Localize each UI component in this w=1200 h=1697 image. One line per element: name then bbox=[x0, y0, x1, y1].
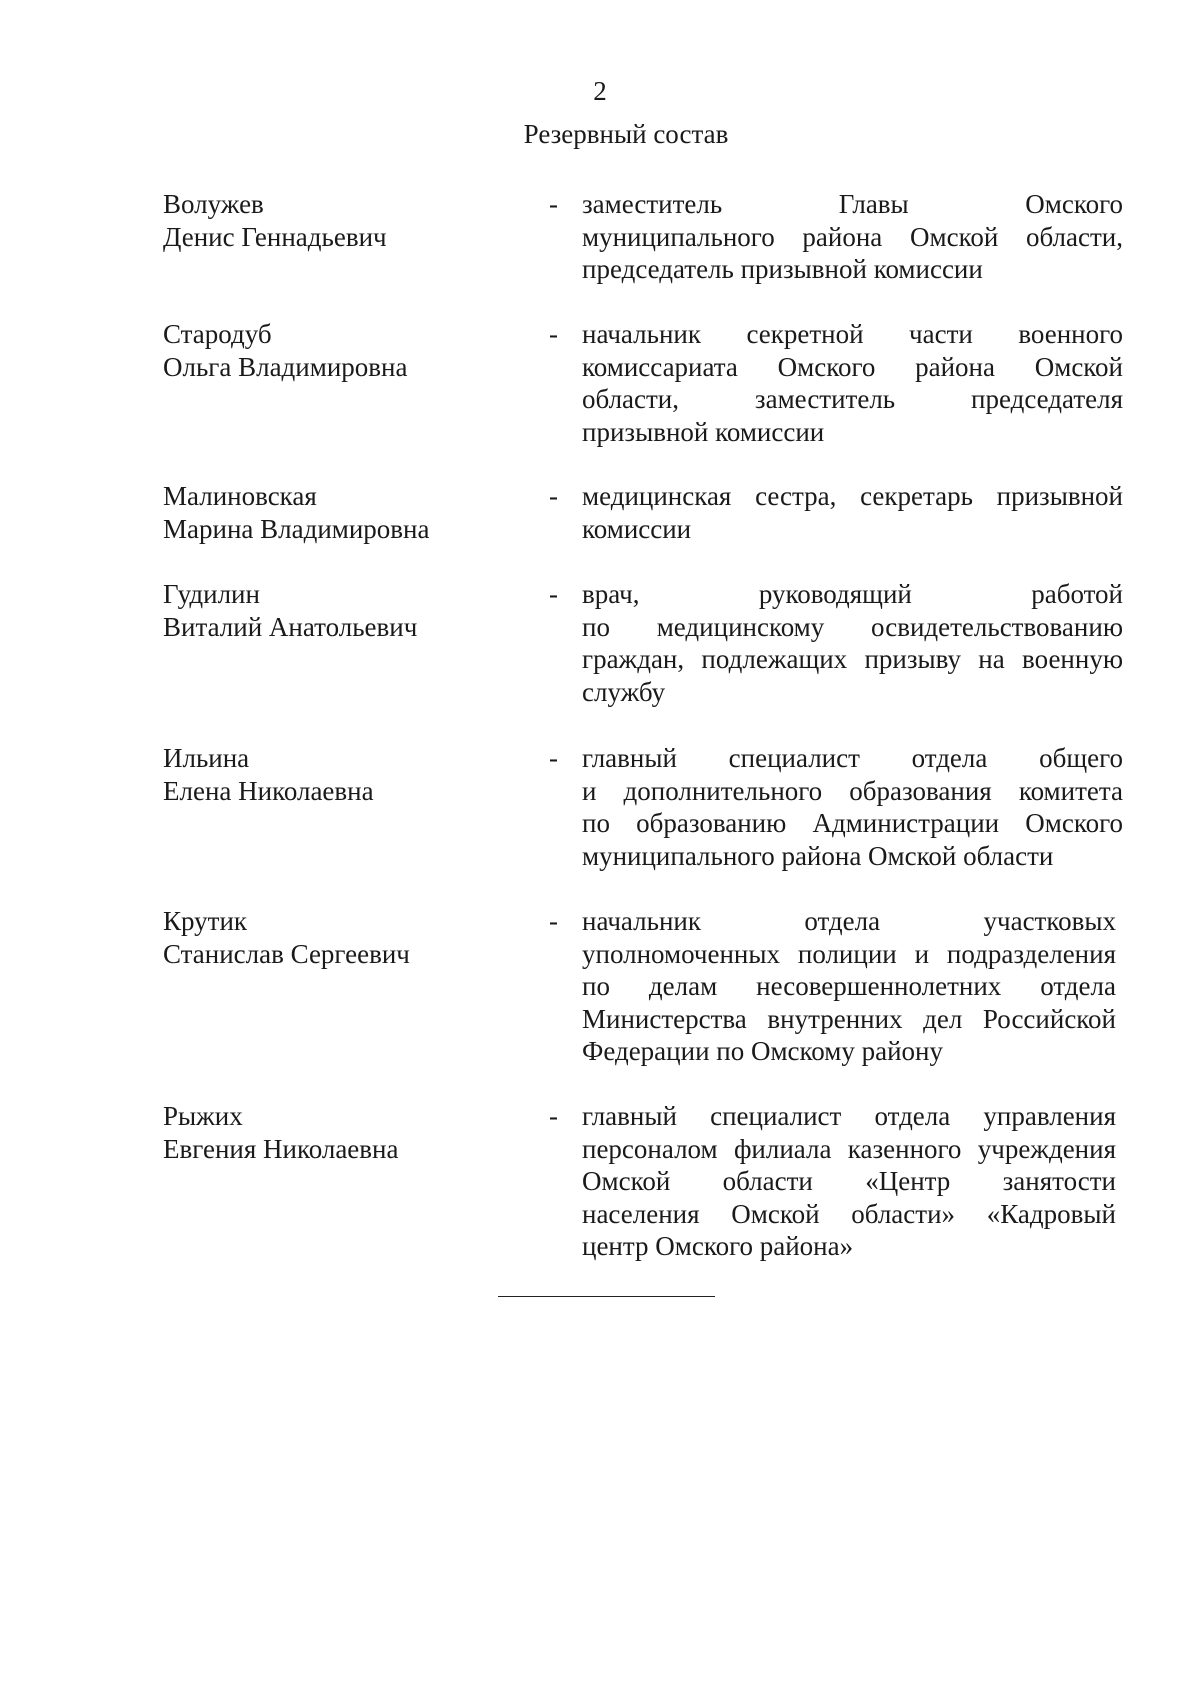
member-name bbox=[163, 188, 523, 253]
member-role-line: по делам несовершеннолетних отдела bbox=[582, 971, 1116, 1001]
section-heading: Резервный состав bbox=[523, 119, 729, 149]
member-role bbox=[582, 905, 1116, 1068]
member-name bbox=[163, 1100, 523, 1165]
member-role bbox=[582, 188, 1123, 286]
member-role-line: Федерации по Омскому району bbox=[582, 1036, 943, 1066]
member-role-line: центр Омского района» bbox=[582, 1231, 854, 1261]
member-name bbox=[163, 742, 523, 807]
member-role-line: персоналом филиала казенного учреждения bbox=[582, 1133, 1116, 1164]
member-role-line: муниципального района Омской области, bbox=[582, 221, 1123, 252]
member-surname: Гудилин bbox=[163, 579, 260, 609]
member-role-line: заместитель Главы Омского bbox=[582, 189, 1123, 219]
member-surname: Волужев bbox=[163, 189, 264, 219]
member-role-line: Министерства внутренних дел Российской bbox=[582, 1003, 1116, 1034]
member-surname: Ильина bbox=[163, 743, 250, 773]
member-role-line: Омской области «Центр занятости bbox=[582, 1166, 1116, 1196]
member-dash: - bbox=[549, 319, 558, 349]
member-given-names: Денис Геннадьевич bbox=[163, 221, 387, 252]
member-role bbox=[582, 578, 1123, 708]
member-role-line: по образованию Администрации Омского bbox=[582, 808, 1123, 838]
member-role-line: комиссариата Омского района Омской bbox=[582, 351, 1123, 382]
member-role-line: медицинская сестра, секретарь призывной bbox=[582, 481, 1123, 511]
member-dash: - bbox=[549, 481, 558, 511]
member-role-line: комиссии bbox=[582, 513, 692, 544]
member-dash: - bbox=[549, 189, 558, 219]
member-surname: Крутик bbox=[163, 906, 248, 936]
member-role-line: населения Омской области» «Кадровый bbox=[582, 1198, 1116, 1229]
member-role-line: председатель призывной комиссии bbox=[582, 254, 983, 284]
member-surname: Стародуб bbox=[163, 319, 272, 349]
member-name bbox=[163, 905, 523, 970]
member-role-line: начальник отдела участковых bbox=[582, 906, 1116, 936]
member-surname: Рыжих bbox=[163, 1101, 243, 1131]
page-number: 2 bbox=[593, 76, 607, 106]
member-given-names: Ольга Владимировна bbox=[163, 351, 408, 382]
member-role-line: главный специалист отдела управления bbox=[582, 1101, 1116, 1131]
member-role-line: муниципального района Омской области bbox=[582, 840, 1054, 871]
member-role bbox=[582, 742, 1123, 872]
member-dash: - bbox=[549, 906, 558, 936]
member-role-line: начальник секретной части военного bbox=[582, 319, 1123, 349]
member-name bbox=[163, 318, 523, 383]
member-role-line: граждан, подлежащих призыву на военную bbox=[582, 644, 1123, 674]
member-surname: Малиновская bbox=[163, 481, 317, 511]
member-role-line: уполномоченных полиции и подразделения bbox=[582, 938, 1116, 969]
member-role-line: службу bbox=[582, 676, 666, 707]
member-dash: - bbox=[549, 579, 558, 609]
member-dash: - bbox=[549, 1101, 558, 1131]
member-given-names: Евгения Николаевна bbox=[163, 1133, 399, 1164]
closing-rule bbox=[498, 1296, 715, 1297]
member-role bbox=[582, 1100, 1116, 1263]
member-role-line: призывной комиссии bbox=[582, 416, 825, 447]
member-role-line: врач, руководящий работой bbox=[582, 579, 1123, 609]
member-name bbox=[163, 578, 523, 643]
member-role-line: по медицинскому освидетельствованию bbox=[582, 611, 1123, 642]
member-given-names: Марина Владимировна bbox=[163, 513, 430, 544]
member-role-line: и дополнительного образования комитета bbox=[582, 775, 1123, 806]
member-given-names: Станислав Сергеевич bbox=[163, 938, 410, 969]
member-given-names: Елена Николаевна bbox=[163, 775, 374, 806]
member-given-names: Виталий Анатольевич bbox=[163, 611, 418, 642]
member-role bbox=[582, 318, 1123, 448]
member-role-line: области, заместитель председателя bbox=[582, 384, 1123, 414]
member-name bbox=[163, 480, 523, 545]
member-role-line: главный специалист отдела общего bbox=[582, 743, 1123, 773]
member-role bbox=[582, 480, 1123, 545]
member-dash: - bbox=[549, 743, 558, 773]
